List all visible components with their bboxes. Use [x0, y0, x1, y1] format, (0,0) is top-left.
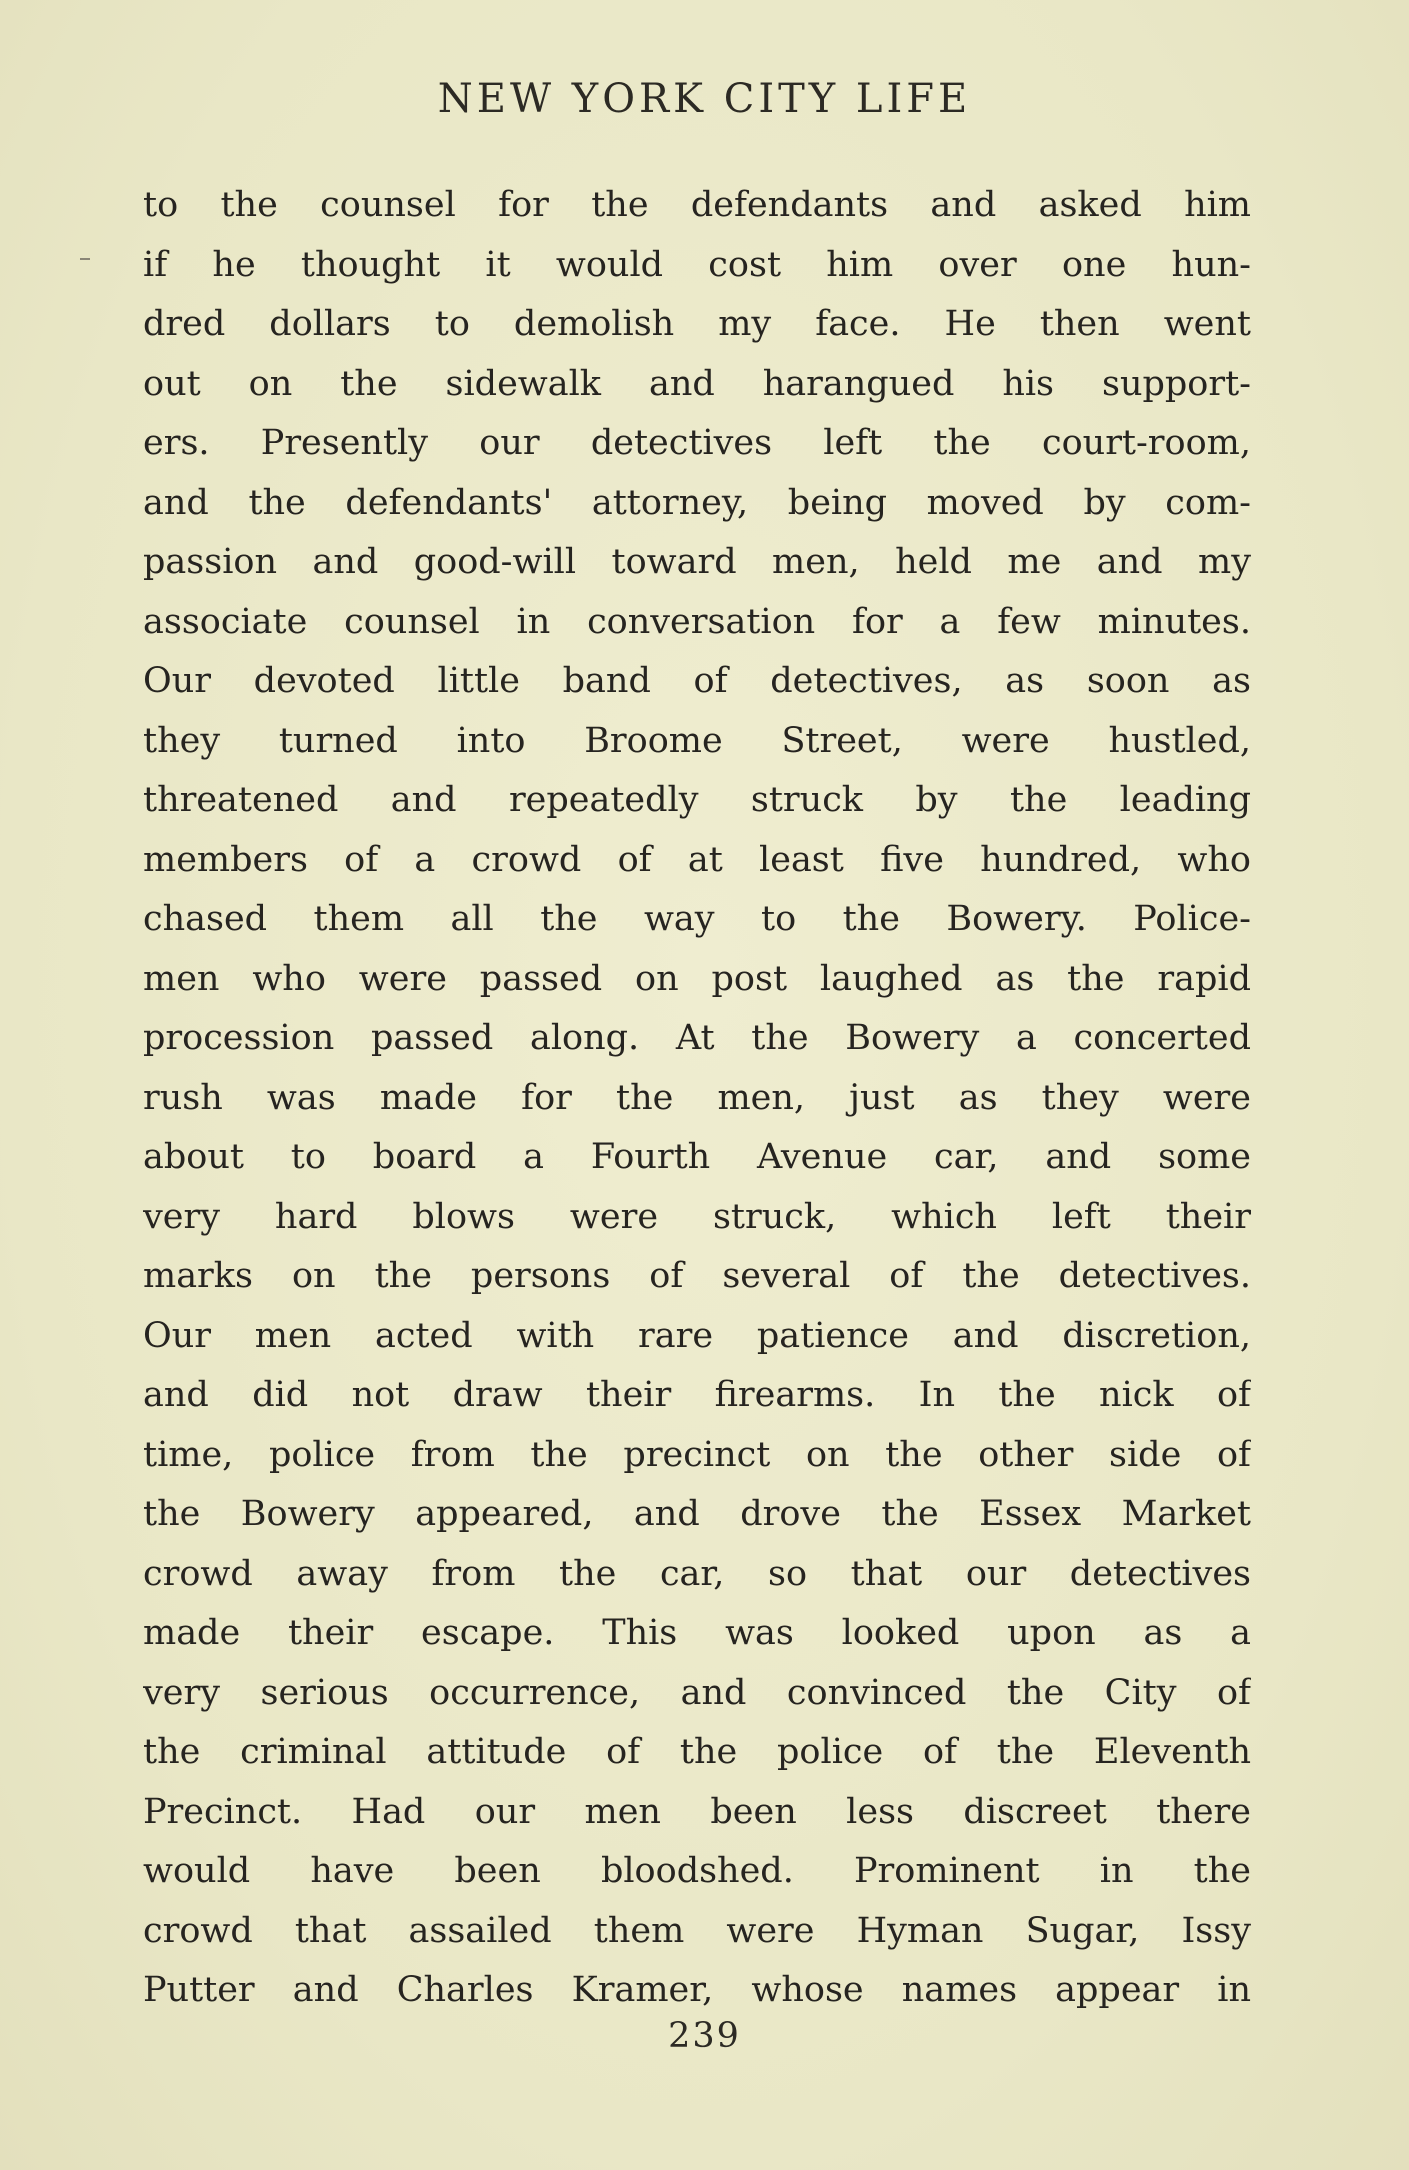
margin-mark: [80, 258, 90, 260]
text-line: crowd away from the car, so that our detectives: [143, 1553, 1251, 1594]
text-line: Our devoted little band of detectives, as soon as: [143, 661, 1251, 701]
text-line: threatened and repeatedly struck by the leading: [143, 780, 1251, 820]
text-line: if he thought it would cost him over one hun-: [143, 244, 1251, 285]
text-line: and did not draw their firearms. In the nick of: [143, 1375, 1251, 1415]
text-line: crowd that assailed them were Hyman Sugar, Issy: [143, 1910, 1251, 1951]
text-line: procession passed along. At the Bowery a concerted: [143, 1018, 1251, 1058]
text-line: marks on the persons of several of the detectives.: [143, 1256, 1251, 1296]
text-line: associate counsel in conversation for a few minutes.: [143, 601, 1251, 642]
running-header: NEW YORK CITY LIFE: [437, 76, 972, 122]
text-line: they turned into Broome Street, were hustled,: [143, 720, 1251, 761]
text-line: very serious occurrence, and convinced the City of: [143, 1672, 1251, 1713]
text-line: would have been bloodshed. Prominent in the: [143, 1851, 1251, 1891]
text-line: Our men acted with rare patience and discretion,: [143, 1315, 1251, 1356]
text-line: made their escape. This was looked upon as a: [143, 1613, 1251, 1653]
text-line: time, police from the precinct on the other side of: [143, 1434, 1251, 1475]
page-number: 239: [668, 2016, 741, 2056]
text-line: very hard blows were struck, which left their: [143, 1196, 1251, 1237]
text-line: men who were passed on post laughed as the rapid: [143, 958, 1251, 999]
text-line: members of a crowd of at least five hundred, who: [143, 839, 1251, 880]
text-line: the Bowery appeared, and drove the Essex Market: [143, 1494, 1251, 1534]
text-line: Precinct. Had our men been less discreet there: [143, 1791, 1251, 1832]
text-line: rush was made for the men, just as they were: [143, 1077, 1251, 1118]
text-line: to the counsel for the defendants and asked him: [143, 185, 1251, 225]
text-line: passion and good-will toward men, held me and my: [143, 542, 1251, 582]
text-line: Putter and Charles Kramer, whose names appear in: [143, 1970, 1251, 2010]
body-text: [143, 176, 1251, 2021]
text-line: and the defendants' attorney, being moved by com-: [143, 482, 1251, 523]
text-line: ers. Presently our detectives left the court-room,: [143, 423, 1251, 463]
text-line: chased them all the way to the Bowery. Police-: [143, 899, 1251, 939]
text-line: dred dollars to demolish my face. He then went: [143, 304, 1251, 344]
text-line: out on the sidewalk and harangued his support-: [143, 363, 1251, 404]
text-line: about to board a Fourth Avenue car, and some: [143, 1137, 1251, 1177]
text-line: the criminal attitude of the police of the Eleventh: [143, 1732, 1251, 1772]
